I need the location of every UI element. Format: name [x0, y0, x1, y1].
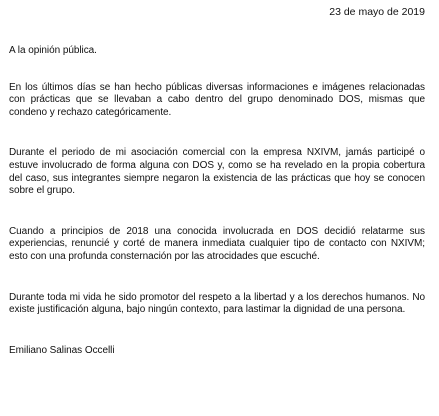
letter-salutation: A la opinión pública.: [9, 45, 97, 56]
letter-signature: Emiliano Salinas Occelli: [9, 344, 115, 356]
letter-paragraph-2: Durante el periodo de mi asociación comercial con la empresa NXIVM, jamás participé o estuve involucrado de forma alguna con DOS y, como se ha revelado en la propia cobertura del caso, sus integrantes siempre negaron la existencia de las prácticas que hoy se conocen sobre el grupo.: [9, 147, 425, 197]
letter-paragraph-4: Durante toda mi vida he sido promotor del respeto a la libertad y a los derechos humanos. No existe justificación alguna, bajo ningún contexto, para lastimar la dignidad de una persona.: [9, 291, 425, 316]
letter-paragraph-1: En los últimos días se han hecho públicas diversas informaciones e imágenes relacionadas con prácticas que se llevaban a cabo dentro del grupo denominado DOS, mismas que condeno y rechazo categóricamente.: [9, 81, 425, 118]
letter-paragraph-3: Cuando a principios de 2018 una conocida involucrada en DOS decidió relatarme sus experiencias, renuncié y corté de manera inmediata cualquier tipo de contacto con NXIVM; esto con una profunda consternación por las atrocidades que escuché.: [9, 225, 425, 262]
letter-date: 23 de mayo de 2019: [329, 6, 425, 18]
